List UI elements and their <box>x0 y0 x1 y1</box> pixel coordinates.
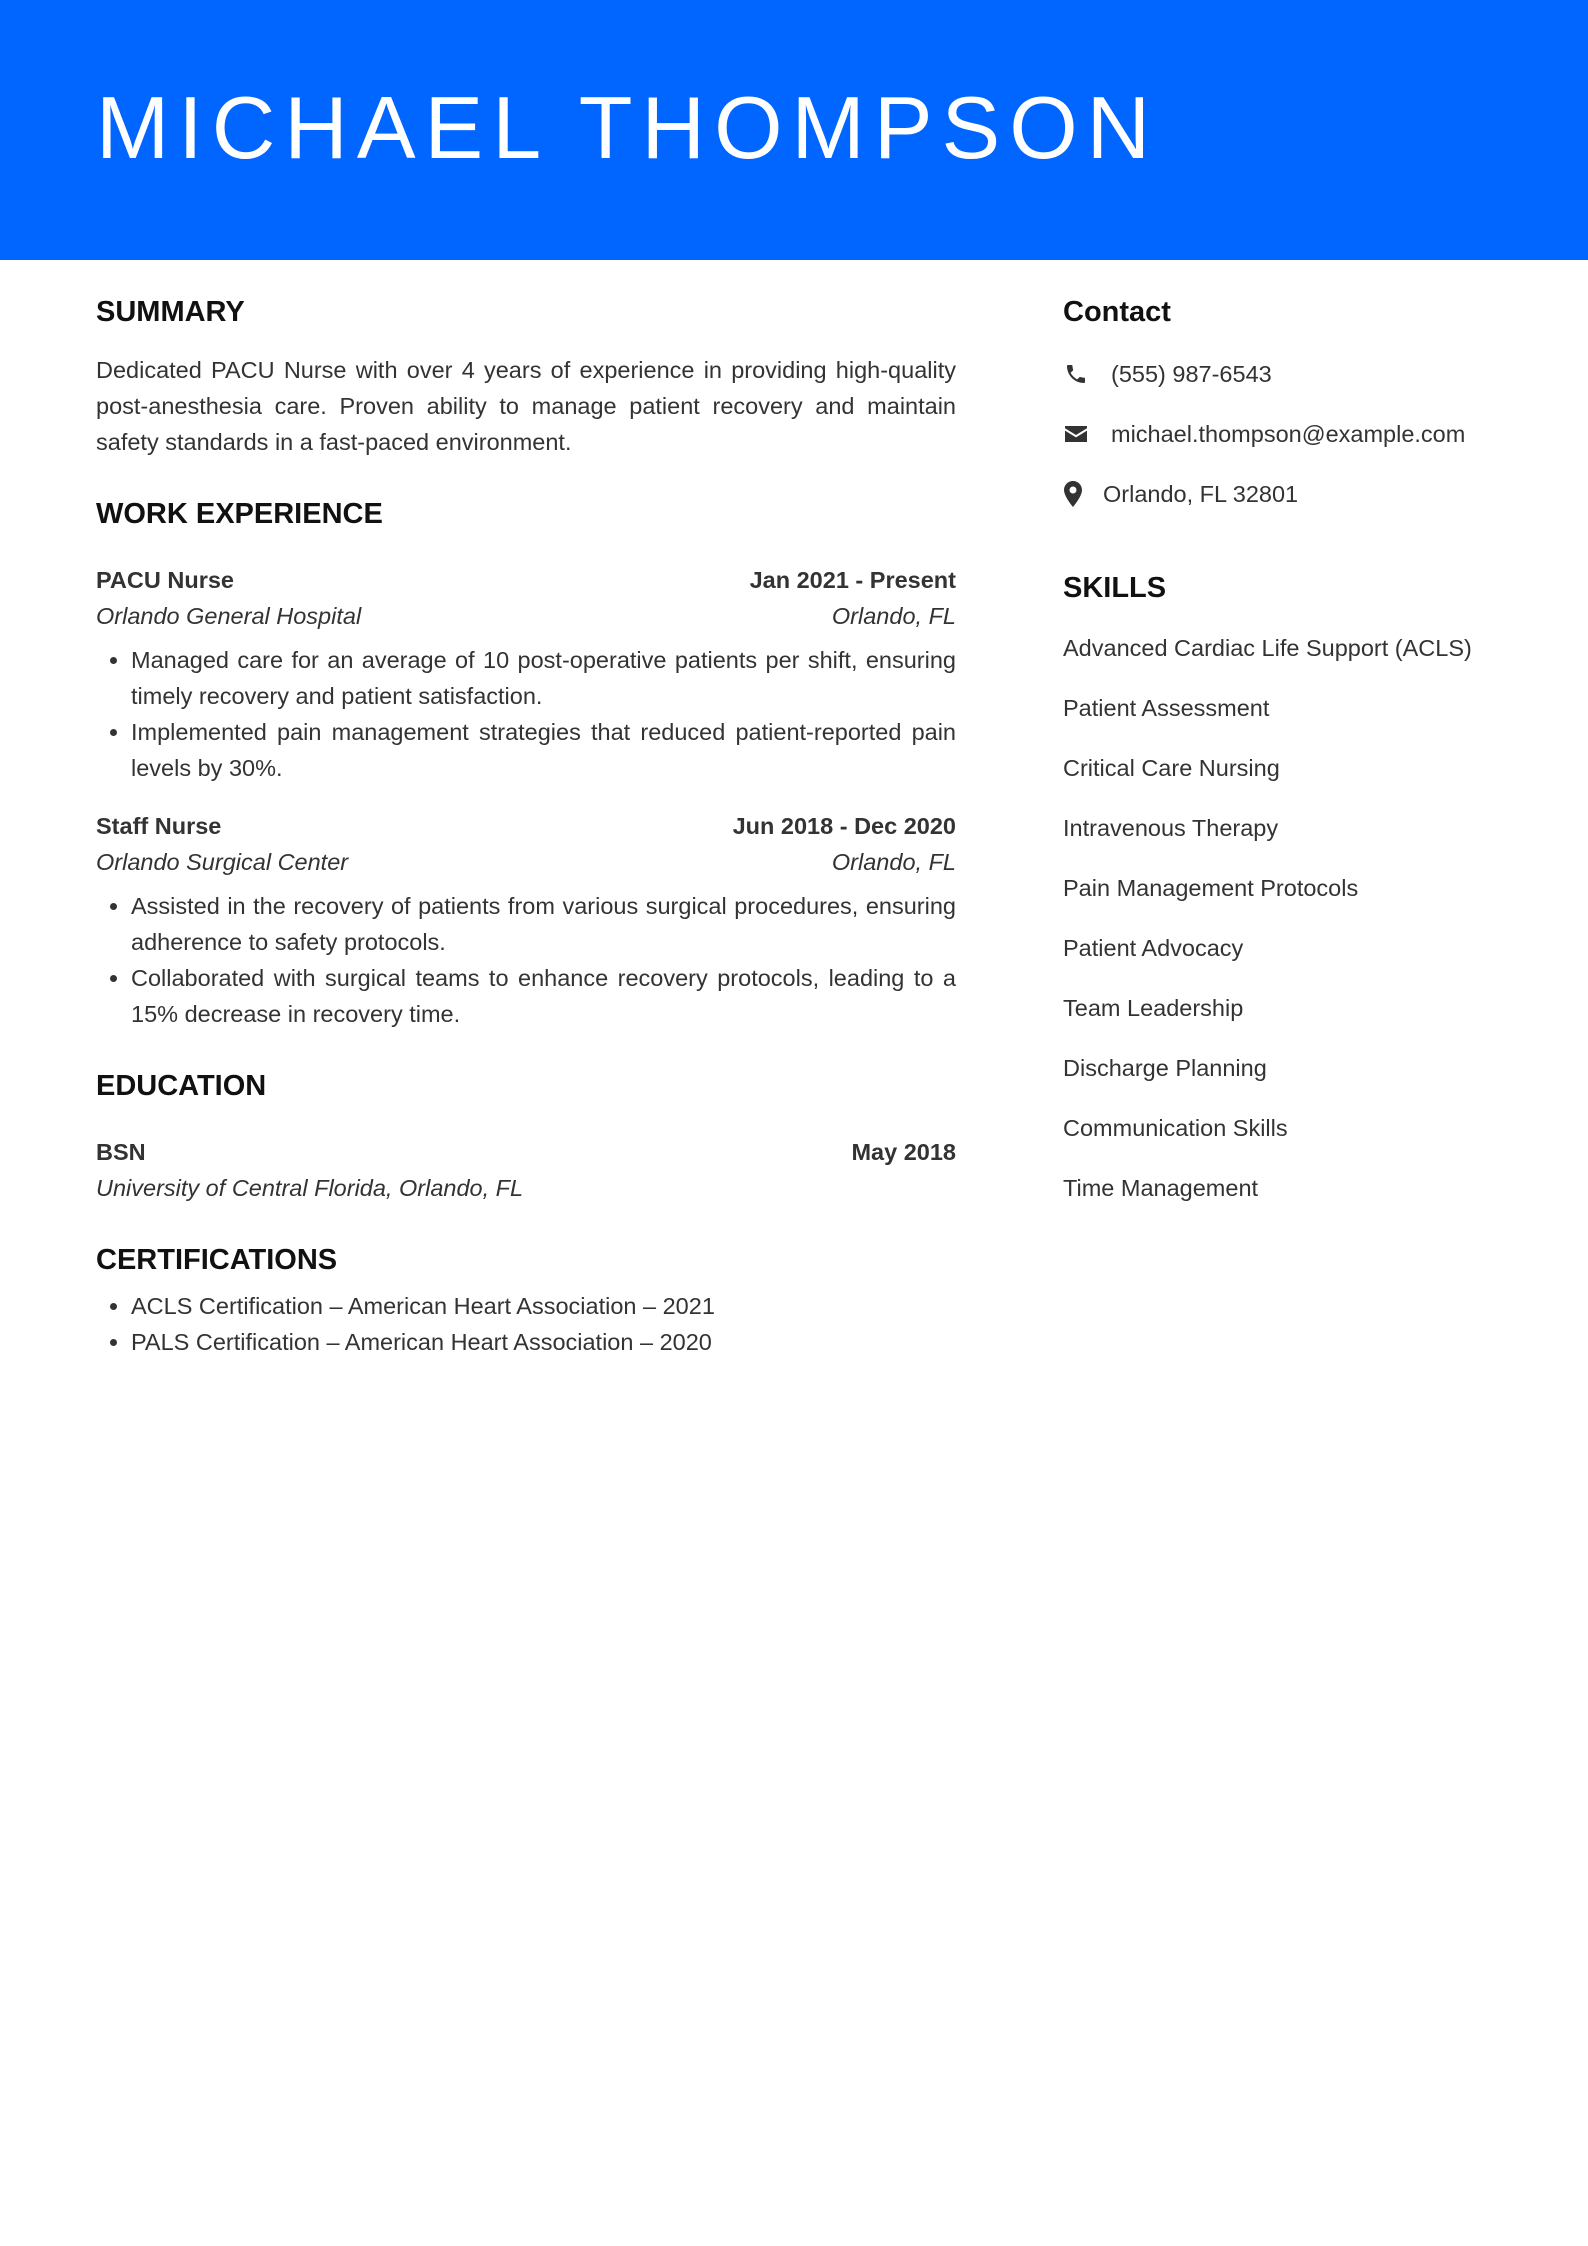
job-bullets <box>96 642 956 786</box>
summary-text: Dedicated PACU Nurse with over 4 years of experience in providing high-quality post-anesthesia care. Proven ability to manage patient recovery and maintain safety standards in a fast-paced environment. <box>96 357 956 455</box>
certification-item: • ACLS Certification – American Heart Association – 2021 <box>131 1288 956 1324</box>
email-address[interactable]: michael.thompson@example.com <box>1111 420 1466 447</box>
skill-item: Advanced Cardiac Life Support (ACLS) <box>1063 635 1472 661</box>
candidate-name: MICHAEL THOMPSON <box>96 78 1160 177</box>
job-title: PACU Nurse <box>96 567 234 593</box>
job-location: Orlando, FL <box>831 849 956 875</box>
contact-email <box>1063 416 1523 452</box>
job-bullet: • Implemented pain management strategies that reduced patient-reported pain levels by 30%. <box>131 714 956 786</box>
school: University of Central Florida, Orlando, FL <box>96 1175 524 1201</box>
address: Orlando, FL 32801 <box>1103 480 1299 507</box>
job-entry <box>96 808 956 1032</box>
job-location: Orlando, FL <box>831 603 956 629</box>
skills-heading: SKILLS <box>1063 572 1167 604</box>
job-title: Staff Nurse <box>96 813 222 839</box>
contact-section <box>1063 292 1523 512</box>
phone-icon <box>1063 361 1089 387</box>
skill-item: Discharge Planning <box>1063 1055 1267 1081</box>
certification-item: • PALS Certification – American Heart Association – 2020 <box>131 1324 956 1360</box>
job-dates: Jan 2021 - Present <box>749 567 956 593</box>
skill-item: Pain Management Protocols <box>1063 875 1359 901</box>
skill-item: Communication Skills <box>1063 1115 1288 1141</box>
envelope-icon <box>1063 421 1089 447</box>
skills-section <box>1063 568 1523 1206</box>
work-experience-heading: WORK EXPERIENCE <box>96 498 383 530</box>
degree: BSN <box>96 1139 146 1165</box>
skill-item: Intravenous Therapy <box>1063 815 1279 841</box>
skills-list <box>1063 630 1523 1206</box>
job-company: Orlando Surgical Center <box>96 849 349 875</box>
header-banner <box>0 0 1588 260</box>
graduation-date: May 2018 <box>851 1139 956 1165</box>
job-bullet: • Managed care for an average of 10 post-operative patients per shift, ensuring timely recovery and patient satisfaction. <box>131 642 956 714</box>
contact-phone <box>1063 356 1523 392</box>
map-pin-icon <box>1063 481 1083 507</box>
summary-section <box>96 292 956 460</box>
contact-heading: Contact <box>1063 296 1171 328</box>
certification-list <box>96 1288 956 1360</box>
certifications-heading: CERTIFICATIONS <box>96 1244 338 1276</box>
skill-item: Patient Advocacy <box>1063 935 1244 961</box>
phone-number[interactable]: (555) 987-6543 <box>1111 360 1272 387</box>
work-experience-section <box>96 494 956 1032</box>
skill-item: Patient Assessment <box>1063 695 1270 721</box>
certifications-section <box>96 1240 956 1360</box>
job-company: Orlando General Hospital <box>96 603 362 629</box>
job-dates: Jun 2018 - Dec 2020 <box>732 813 956 839</box>
skill-item: Team Leadership <box>1063 995 1244 1021</box>
education-entry <box>96 1134 956 1206</box>
skill-item: Critical Care Nursing <box>1063 755 1280 781</box>
education-section <box>96 1066 956 1206</box>
job-entry <box>96 562 956 786</box>
job-bullet: • Assisted in the recovery of patients from various surgical procedures, ensuring adherence to safety protocols. <box>131 888 956 960</box>
summary-heading: SUMMARY <box>96 296 245 328</box>
contact-address <box>1063 476 1523 512</box>
main-column <box>96 292 956 1360</box>
sidebar-column <box>1063 292 1523 1230</box>
job-bullets <box>96 888 956 1032</box>
education-heading: EDUCATION <box>96 1070 267 1102</box>
skill-item: Time Management <box>1063 1175 1259 1201</box>
job-bullet: • Collaborated with surgical teams to enhance recovery protocols, leading to a 15% decrease in recovery time. <box>131 960 956 1032</box>
